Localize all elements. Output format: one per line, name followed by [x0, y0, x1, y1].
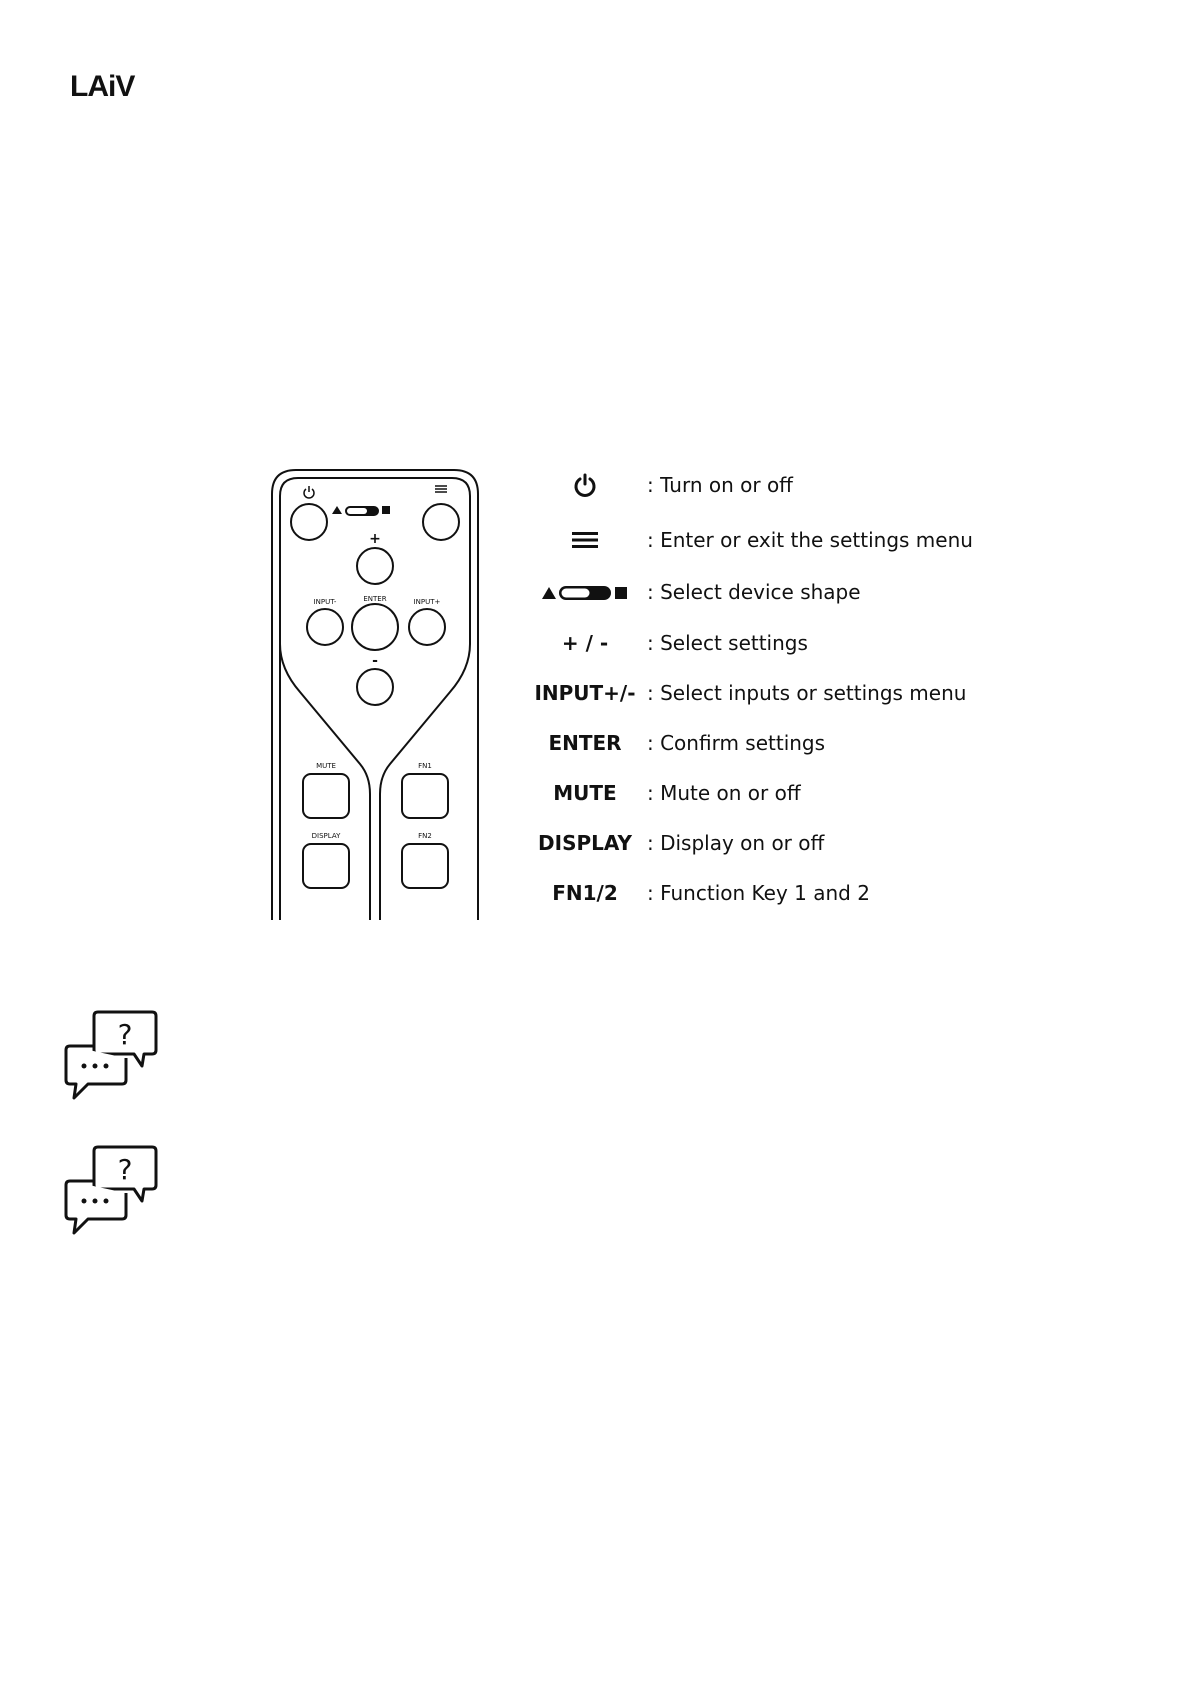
- legend-row-input: [535, 678, 966, 708]
- remote-enter-button[interactable]: [352, 604, 398, 650]
- menu-icon: [535, 530, 635, 550]
- legend-key: INPUT+/-: [534, 681, 636, 705]
- legend-desc: : Select device shape: [647, 580, 861, 604]
- remote-fn1-label: FN1: [418, 762, 432, 770]
- remote-minus-label: -: [372, 653, 378, 669]
- power-icon: [535, 472, 635, 498]
- legend-key: FN1/2: [552, 881, 618, 905]
- legend-row-display: [535, 828, 824, 858]
- remote-input-minus-button[interactable]: [307, 609, 343, 645]
- legend-desc: : Confirm settings: [647, 731, 826, 755]
- remote-minus-button[interactable]: [357, 669, 393, 705]
- chat-question-icon: [64, 1145, 160, 1235]
- chat-question-icon: [64, 1010, 160, 1100]
- remote-input-plus-label: INPUT+: [413, 598, 441, 606]
- remote-fn2-label: FN2: [418, 832, 432, 840]
- legend-row-fn: [535, 878, 870, 908]
- svg-text:?: ?: [117, 1018, 133, 1051]
- brand-logo: LAiV: [70, 70, 135, 103]
- legend-desc: : Select settings: [647, 631, 808, 655]
- remote-shape-toggle[interactable]: [332, 506, 390, 516]
- legend-desc: : Function Key 1 and 2: [647, 881, 870, 905]
- remote-display-label: DISPLAY: [311, 832, 341, 840]
- legend-desc: : Select inputs or settings menu: [647, 681, 967, 705]
- legend-desc: : Mute on or off: [647, 781, 801, 805]
- remote-menu-button[interactable]: [423, 504, 459, 540]
- legend-desc: : Display on or off: [647, 831, 825, 855]
- legend-row-mute: [535, 778, 801, 808]
- legend-row-shape: [535, 577, 861, 607]
- legend-row-enter: [535, 728, 825, 758]
- remote-display-button[interactable]: [303, 844, 349, 888]
- remote-fn2-button[interactable]: [402, 844, 448, 888]
- svg-text:?: ?: [117, 1153, 133, 1186]
- legend-key: DISPLAY: [538, 831, 632, 855]
- legend-desc: : Enter or exit the settings menu: [647, 528, 973, 552]
- legend-key: ENTER: [548, 731, 622, 755]
- remote-power-icon: [304, 486, 314, 498]
- remote-input-minus-label: INPUT-: [313, 598, 337, 606]
- remote-input-plus-button[interactable]: [409, 609, 445, 645]
- remote-plus-label: +: [369, 531, 381, 547]
- legend-row-menu: [535, 525, 973, 555]
- legend-desc: : Turn on or off: [647, 473, 793, 497]
- legend-row-plus-minus: [535, 628, 808, 658]
- legend-row-power: [535, 470, 793, 500]
- shape-toggle-icon: [535, 582, 635, 602]
- remote-plus-button[interactable]: [357, 548, 393, 584]
- legend-key: + / -: [561, 631, 609, 655]
- remote-menu-icon: [435, 486, 447, 492]
- remote-power-button[interactable]: [291, 504, 327, 540]
- legend-key: MUTE: [553, 781, 617, 805]
- remote-mute-button[interactable]: [303, 774, 349, 818]
- remote-fn1-button[interactable]: [402, 774, 448, 818]
- remote-control-illustration: [270, 464, 480, 920]
- remote-mute-label: MUTE: [316, 762, 336, 770]
- remote-enter-label: ENTER: [363, 595, 387, 603]
